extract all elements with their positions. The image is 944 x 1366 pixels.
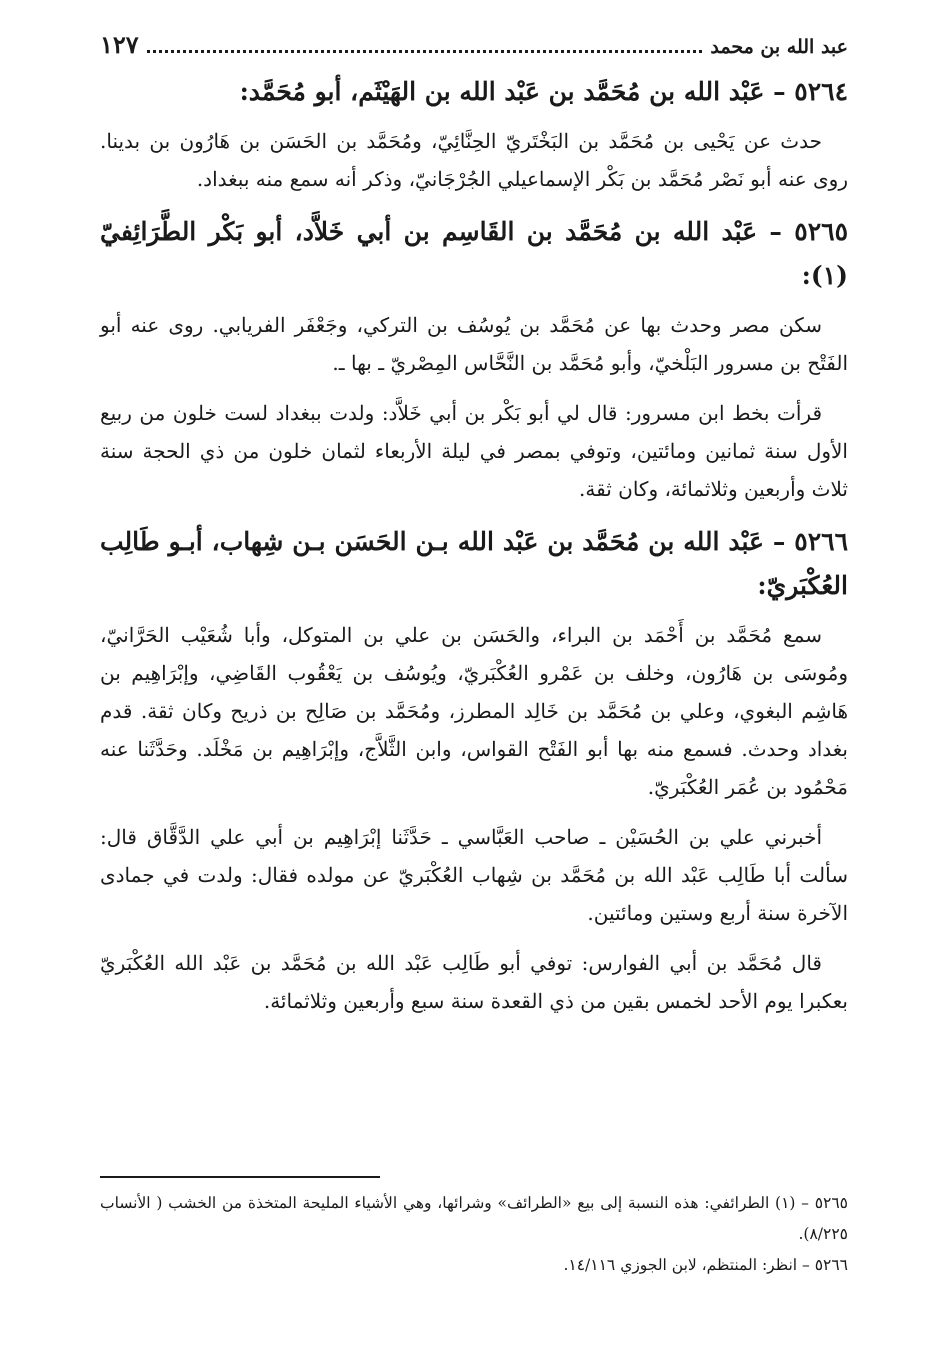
entry-title: ٥٢٦٦ – عَبْد الله بن مُحَمَّد بن عَبْد الله بـن الحَسَن بـن شِهاب، أبـو طَالِب العُكْبَريّ: — [100, 527, 848, 600]
entry-5265 — [100, 210, 848, 508]
header-dot-leader — [147, 42, 703, 53]
footnotes — [100, 1188, 848, 1281]
footnote: ٥٢٦٦ – انظر: المنتظم، لابن الجوزي ١٤/١١٦. — [563, 1256, 848, 1274]
entry-paragraph: سمع مُحَمَّد بن أَحْمَد بن البراء، والحَسَن بن علي بن المتوكل، وأبا شُعَيْب الحَرَّانيّ، ومُوسَى بن هَارُون، وخلف بن عَمْرو العُكْبَريّ، ويُوسُف بن يَعْقُوب القَاضِي، وإبْرَاهِيم بن هَاشِم البغوي، وعلي بن مُحَمَّد بن خَالِد المطرز، ومُحَمَّد بن صَالِح بن ذريح وكان ثقة. قدم بغداد وحدث. فسمع منه بها أبو الفَتْح القواس، وابن الثَّلاَّج، وإبْرَاهِيم بن مَخْلَد. وحَدَّثَنا عنه مَحْمُود بن عُمَر العُكْبَريّ. — [100, 623, 848, 799]
entry-5264 — [100, 70, 848, 198]
entry-title: ٥٢٦٤ – عَبْد الله بن مُحَمَّد بن عَبْد الله بن الهَيْثَم، أبو مُحَمَّد: — [239, 77, 848, 106]
entry-paragraph: سكن مصر وحدث بها عن مُحَمَّد بن يُوسُف بن التركي، وجَعْفَر الفريابي. روى عنه أبو الفَتْح بن مسرور البَلْخيّ، وأبو مُحَمَّد بن النَّحَّاس المِصْريّ ـ بها ـ. — [100, 313, 848, 375]
entry-title: ٥٢٦٥ – عَبْد الله بن مُحَمَّد بن القَاسِم بن أبي خَلاَّد، أبو بَكْر الطَّرَائِفيّ (١): — [100, 217, 848, 290]
entry-paragraph: حدث عن يَحْيى بن مُحَمَّد بن البَخْتَريّ الحِنَّائِيّ، ومُحَمَّد بن الحَسَن بن هَارُون بن بدينا. روى عنه أبو نَصْر مُحَمَّد بن بَكْر الإسماعيلي الجُرْجَانيّ، وذكر أنه سمع منه ببغداد. — [100, 129, 848, 191]
page-header — [100, 30, 848, 64]
entry-paragraph: قرأت بخط ابن مسرور: قال لي أبو بَكْر بن أبي خَلاَّد: ولدت ببغداد لست خلون من ربيع الأول سنة ثمانين ومائتين، وتوفي بمصر في ليلة الأربعاء لثمان خلون من ذي الحجة سنة ثلاث وأربعين وثلاثمائة، وكان ثقة. — [100, 401, 848, 501]
page-number: ١٢٧ — [100, 30, 139, 59]
entry-paragraph: قال مُحَمَّد بن أبي الفوارس: توفي أبو طَالِب عَبْد الله بن مُحَمَّد بن عَبْد الله العُكْبَريّ بعكبرا يوم الأحد لخمس بقين من ذي القعدة سنة سبع وأربعين وثلاثمائة. — [100, 951, 848, 1013]
running-title: عبد الله بن محمد — [710, 36, 848, 58]
footnote: ٥٢٦٥ – (١) الطرائفي: هذه النسبة إلى بيع «الطرائف» وشرائها، وهي الأشياء المليحة المتخذة من الخشب ( الأنساب ٨/٢٢٥). — [100, 1194, 848, 1243]
book-page — [100, 30, 848, 1032]
footnote-rule — [100, 1176, 380, 1178]
entry-paragraph: أخبرني علي بن الحُسَيْن ـ صاحب العَبَّاسي ـ حَدَّثَنا إبْرَاهِيم بن أبي علي الدَّقَّاق قال: سألت أبا طَالِب عَبْد الله بن مُحَمَّد بن شِهاب العُكْبَريّ عن مولده فقال: ولدت في جمادى الآخرة سنة أربع وستين ومائتين. — [100, 825, 848, 925]
entry-5266 — [100, 520, 848, 1020]
